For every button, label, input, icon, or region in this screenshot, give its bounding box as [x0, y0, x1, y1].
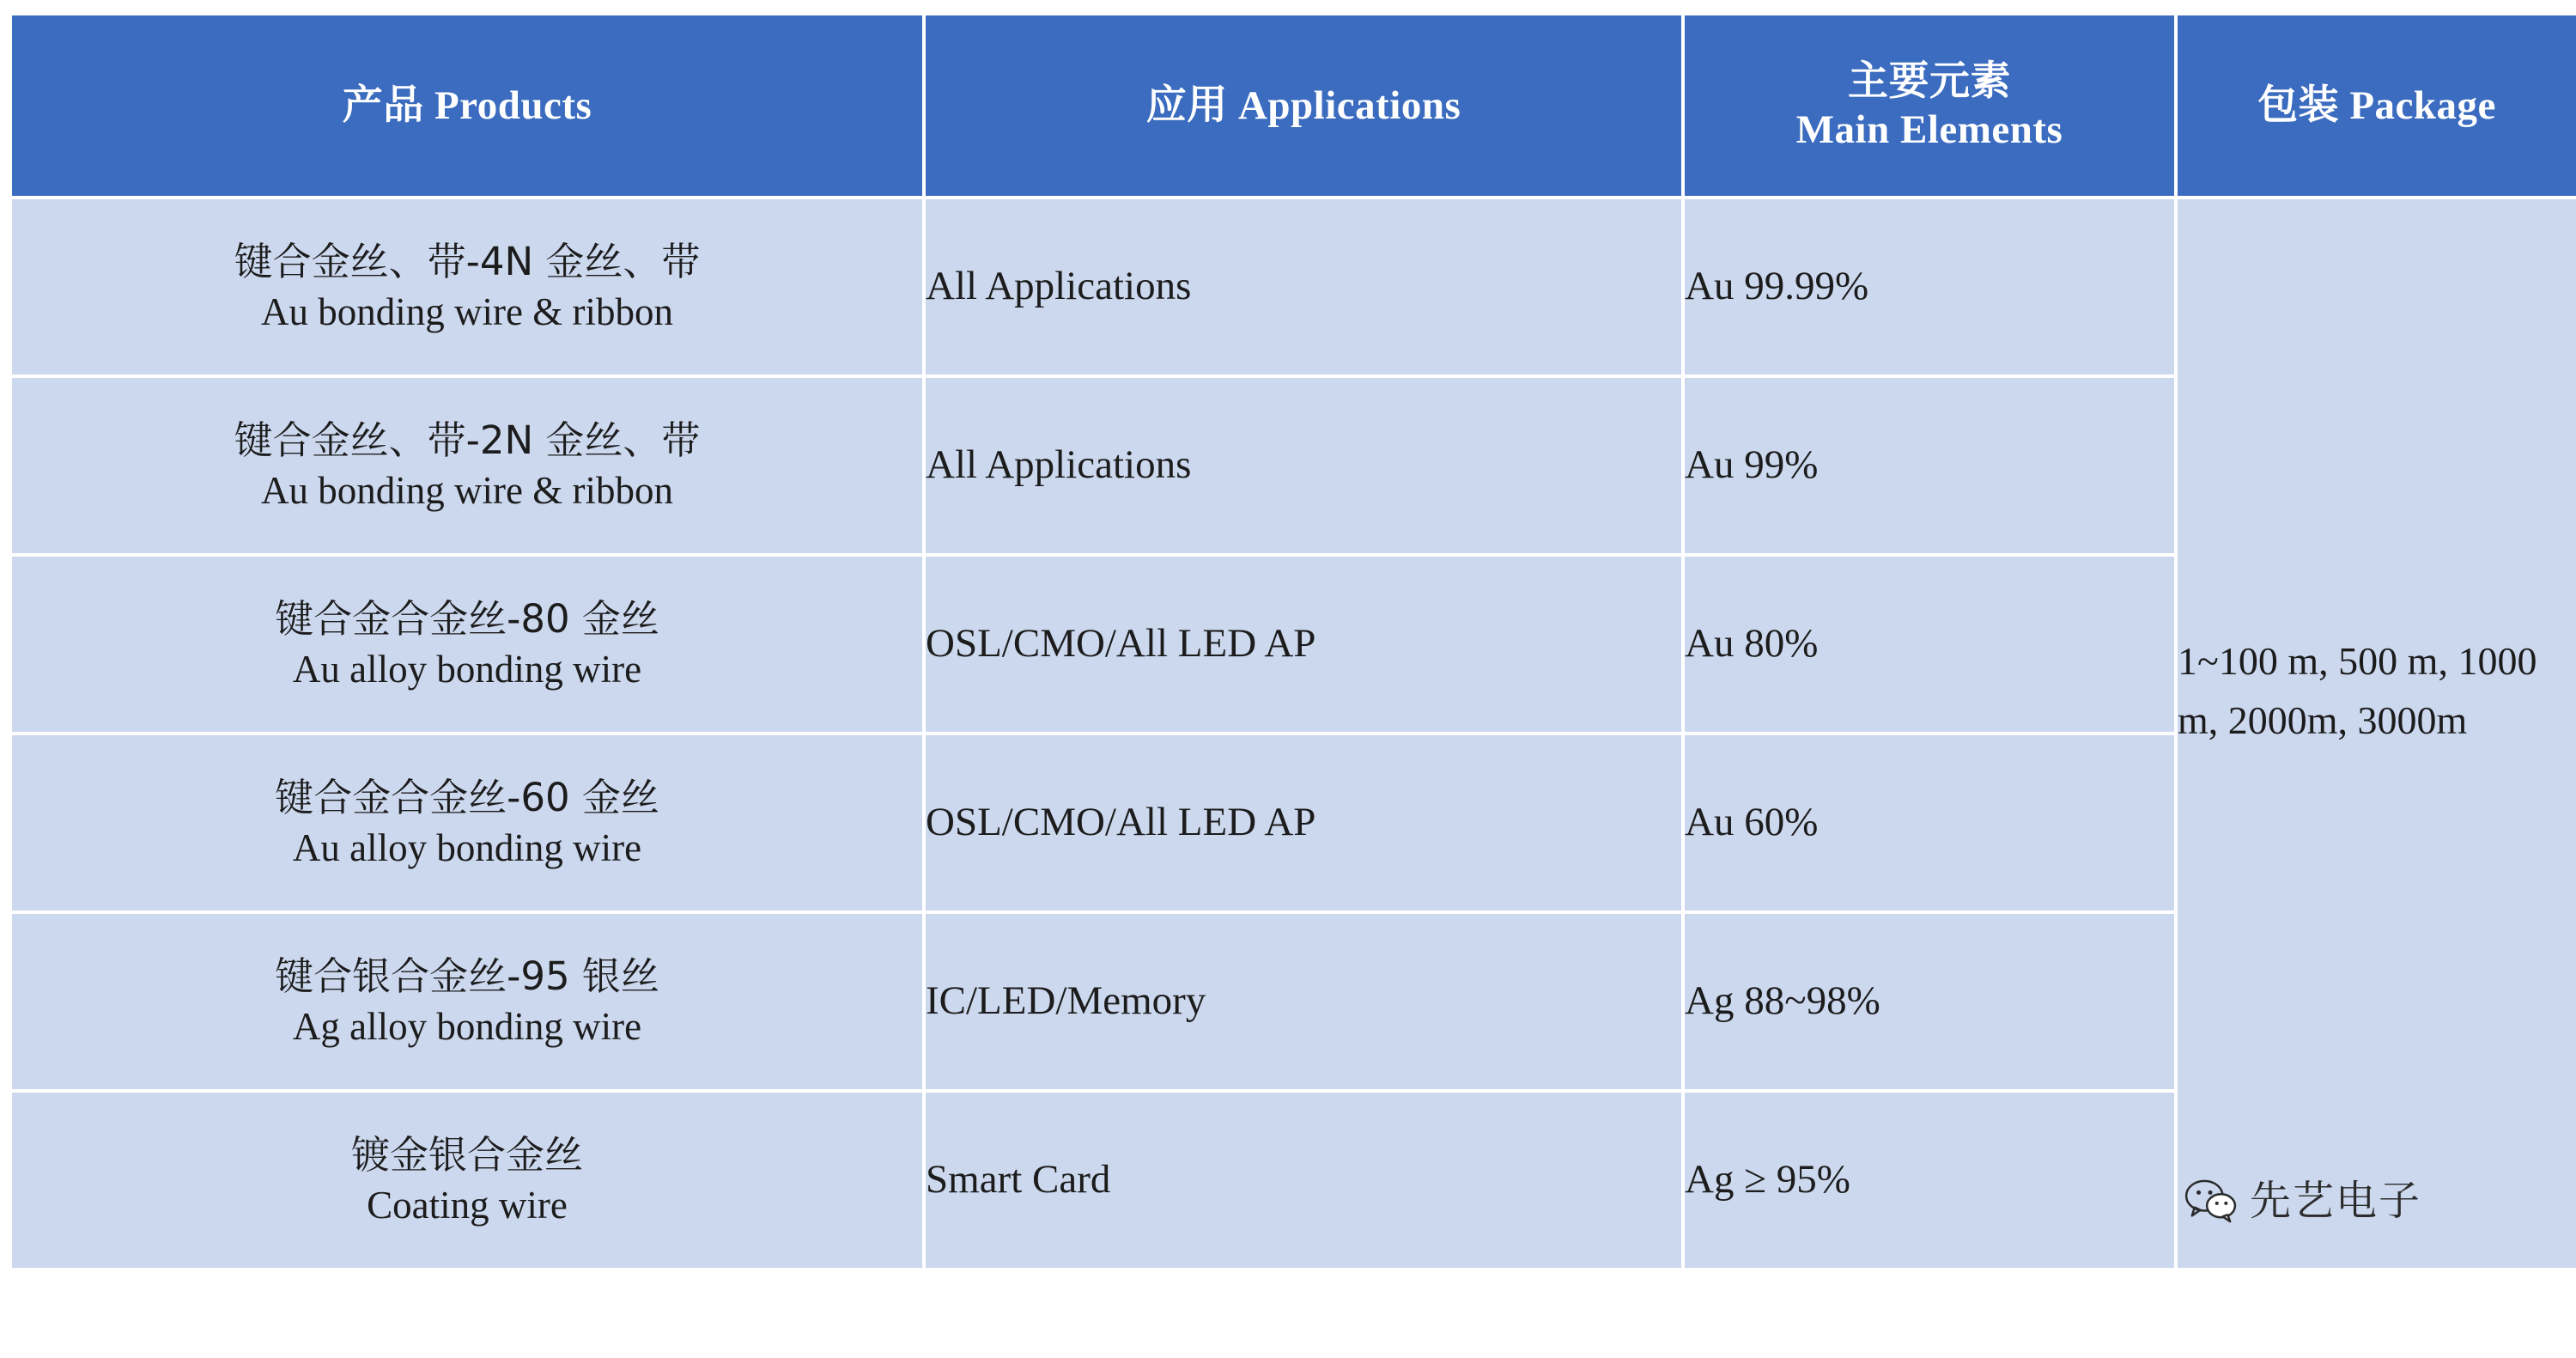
column-header-products-cn: 产品 — [342, 81, 424, 129]
product-name-cn: 键合金合金丝-80 金丝 — [275, 595, 659, 642]
product-name-cn: 键合金丝、带-4N 金丝、带 — [234, 238, 701, 284]
product-name-en: Au bonding wire & ribbon — [261, 469, 673, 512]
table-header-row — [12, 15, 2576, 196]
brand-mark — [2184, 1170, 2421, 1232]
cell-application: Smart Card — [926, 1093, 1681, 1268]
column-header-applications-en: Applications — [1237, 82, 1461, 128]
product-name-en: Coating wire — [367, 1184, 568, 1227]
cell-product — [12, 557, 922, 732]
product-name-cn: 键合银合金丝-95 银丝 — [275, 953, 659, 999]
cell-main-element: Au 80% — [1685, 557, 2174, 732]
cell-product — [12, 378, 922, 553]
cell-product — [12, 914, 922, 1089]
cell-application: OSL/CMO/All LED AP — [926, 735, 1681, 910]
product-name-cn: 镀金银合金丝 — [350, 1131, 583, 1178]
cell-application: All Applications — [926, 378, 1681, 553]
cell-application: OSL/CMO/All LED AP — [926, 557, 1681, 732]
column-header-main-elements — [1685, 15, 2174, 196]
table-row — [12, 199, 2576, 375]
column-header-applications — [926, 15, 1681, 196]
cell-package — [2178, 199, 2576, 1268]
cell-product — [12, 735, 922, 910]
product-name-en: Au bonding wire & ribbon — [261, 290, 673, 333]
column-header-products-en: Products — [434, 82, 592, 128]
brand-name: 先艺电子 — [2250, 1177, 2422, 1225]
column-header-package — [2178, 15, 2576, 196]
column-header-applications-cn: 应用 — [1145, 81, 1228, 129]
cell-main-element: Au 99.99% — [1685, 199, 2174, 375]
column-header-main-elements-cn: 主要元素 — [1848, 58, 2011, 106]
product-name-en: Ag alloy bonding wire — [292, 1005, 642, 1048]
column-header-products — [12, 15, 922, 196]
product-name-en: Au alloy bonding wire — [292, 648, 642, 691]
cell-main-element: Au 60% — [1685, 735, 2174, 910]
wechat-icon — [2184, 1178, 2238, 1223]
cell-main-element: Au 99% — [1685, 378, 2174, 553]
cell-main-element: Ag ≥ 95% — [1685, 1093, 2174, 1268]
package-cell-inner — [2178, 199, 2576, 1268]
product-name-cn: 键合金合金丝-60 金丝 — [275, 774, 659, 820]
cell-application: IC/LED/Memory — [926, 914, 1681, 1089]
cell-product — [12, 1093, 922, 1268]
column-header-main-elements-en: Main Elements — [1795, 107, 2063, 152]
product-name-cn: 键合金丝、带-2N 金丝、带 — [234, 417, 701, 463]
product-name-en: Au alloy bonding wire — [292, 826, 642, 869]
product-spec-table — [9, 12, 2576, 1271]
cell-application: All Applications — [926, 199, 1681, 375]
column-header-package-en: Package — [2349, 82, 2496, 128]
cell-main-element: Ag 88~98% — [1685, 914, 2174, 1089]
column-header-package-cn: 包装 — [2257, 81, 2340, 129]
package-value: 1~100 m, 500 m, 1000 m, 2000m, 3000m — [2178, 639, 2537, 743]
cell-product — [12, 199, 922, 375]
